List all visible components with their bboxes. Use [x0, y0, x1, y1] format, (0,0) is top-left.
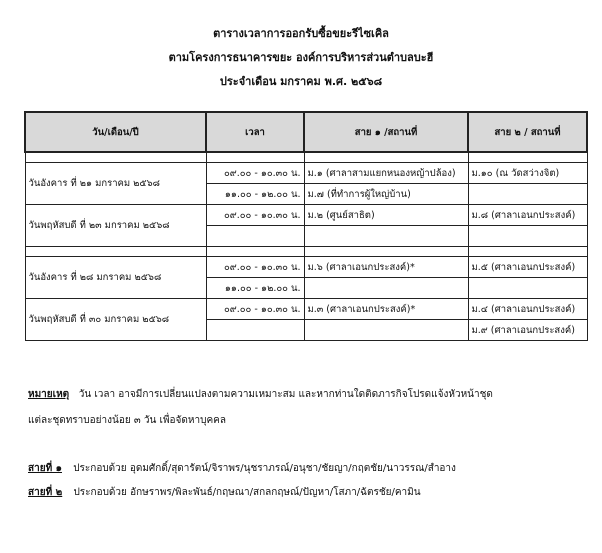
date-cell: วันอังคาร ที่ ๒๘ มกราคม ๒๕๖๘ [25, 257, 206, 299]
line1-members [28, 461, 456, 476]
line2-cell [468, 184, 587, 205]
table-row [25, 299, 587, 320]
note-text: วัน เวลา อาจมีการเปลี่ยนแปลงตามความเหมาะสม และหากท่านใดติดภารกิจโปรดแจ้งหัวหน้าชุด [78, 389, 493, 400]
header-time: เวลา [206, 112, 304, 152]
line1-cell [304, 278, 468, 299]
header-line2: สาย ๒ / สถานที่ [468, 112, 587, 152]
note-line [28, 387, 493, 402]
line1-cell: ม.๓ (ศาลาเอนกประสงค์)* [304, 299, 468, 320]
document-title: ตารางเวลาการออกรับซื้อขยะรีไซเคิล [213, 27, 389, 40]
line2-members [28, 485, 421, 500]
time-cell: ๑๑.๐๐ - ๑๒.๐๐ น. [206, 184, 304, 205]
line1-label: สายที่ ๑ [28, 463, 62, 474]
table-row [25, 205, 587, 226]
header-line1: สาย ๑ /สถานที่ [304, 112, 468, 152]
note-label: หมายเหตุ [28, 389, 70, 400]
line1-cell [304, 320, 468, 341]
time-cell: ๐๙.๐๐ - ๑๐.๓๐ น. [206, 299, 304, 320]
table-header-row [25, 112, 587, 152]
table-row [25, 163, 587, 184]
line1-text: ประกอบด้วย อุดมศักดิ์/สุดารัตน์/จิราพร/นุชราภรณ์/อนุชา/ชัยญา/กฤตชัย/นาวรรณ/สำอาง [73, 463, 456, 474]
note-continuation: แต่ละชุดทราบอย่างน้อย ๓ วัน เพื่อจัดหาบุคคล [28, 415, 226, 426]
spacer-row [25, 152, 587, 163]
date-cell: วันพฤหัสบดี ที่ ๒๓ มกราคม ๒๕๖๘ [25, 205, 206, 247]
date-cell: วันพฤหัสบดี ที่ ๓๐ มกราคม ๒๕๖๘ [25, 299, 206, 341]
time-cell: ๐๙.๐๐ - ๑๐.๓๐ น. [206, 205, 304, 226]
line2-cell: ม.๑๐ (ณ วัดสว่างจิต) [468, 163, 587, 184]
line2-cell: ม.๙ (ศาลาเอนกประสงค์) [468, 320, 587, 341]
header-date: วัน/เดือน/ปี [25, 112, 206, 152]
line2-cell [468, 226, 587, 247]
line1-cell: ม.๖ (ศาลาเอนกประสงค์)* [304, 257, 468, 278]
line2-cell [468, 278, 587, 299]
time-cell: ๐๙.๐๐ - ๑๐.๓๐ น. [206, 257, 304, 278]
line2-text: ประกอบด้วย อักษราพร/พิละพันธ์/กฤษณา/สกลกฤษณ์/ปัญหา/โสภา/ฉัตรชัย/คามิน [73, 487, 421, 498]
spacer-row [25, 247, 587, 257]
schedule-table [24, 111, 588, 341]
table-row [25, 257, 587, 278]
line2-cell: ม.๕ (ศาลาเอนกประสงค์) [468, 257, 587, 278]
line2-cell: ม.๔ (ศาลาเอนกประสงค์) [468, 299, 587, 320]
time-cell [206, 226, 304, 247]
line1-cell: ม.๗ (ที่ทำการผู้ใหญ่บ้าน) [304, 184, 468, 205]
document-period: ประจำเดือน มกราคม พ.ศ. ๒๕๖๘ [219, 75, 383, 88]
time-cell: ๑๑.๐๐ - ๑๒.๐๐ น. [206, 278, 304, 299]
line1-cell: ม.๑ (ศาลาสามแยกหนองหญ้าปล้อง) [304, 163, 468, 184]
line1-cell [304, 226, 468, 247]
line2-cell: ม.๘ (ศาลาเอนกประสงค์) [468, 205, 587, 226]
time-cell [206, 320, 304, 341]
line2-label: สายที่ ๒ [28, 487, 63, 498]
time-cell: ๐๙.๐๐ - ๑๐.๓๐ น. [206, 163, 304, 184]
date-cell: วันอังคาร ที่ ๒๑ มกราคม ๒๕๖๘ [25, 163, 206, 205]
line1-cell: ม.๒ (ศูนย์สาธิต) [304, 205, 468, 226]
document-subtitle: ตามโครงการธนาคารขยะ องค์การบริหารส่วนตำบลบะฮี [168, 51, 434, 64]
